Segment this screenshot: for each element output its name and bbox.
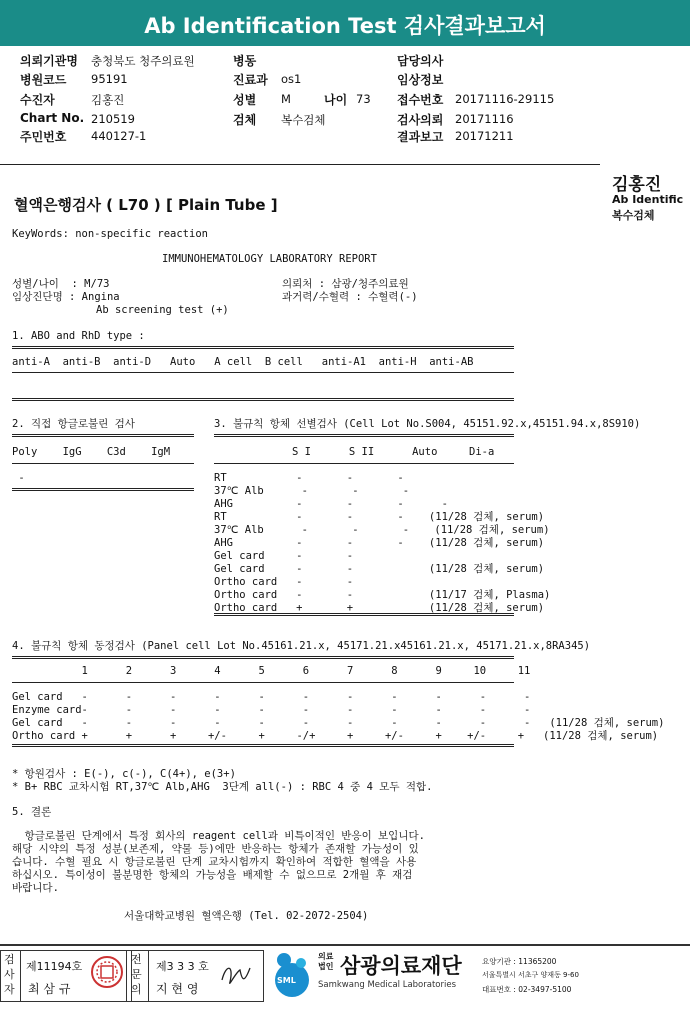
section4-row: Enzyme card- - - - - - - - - - -	[12, 704, 531, 716]
section3-row: Gel card - - (11/28 검체, serum)	[214, 563, 545, 575]
section3-row: 37℃ Alb - - -	[214, 485, 410, 497]
sml-logo-text: SML	[277, 976, 296, 985]
rule	[12, 434, 194, 437]
info-value: 충청북도 청주의료원	[91, 54, 195, 68]
signoff: 서울대학교병원 혈액은행 (Tel. 02-2072-2504)	[124, 910, 369, 922]
org-name: 삼광의료재단	[340, 954, 462, 978]
report-title: Ab Identification Test 검사결과보고서	[144, 14, 546, 38]
rule	[12, 744, 514, 747]
rule	[12, 463, 194, 464]
section4-title: 4. 불규칙 항체 동정검사 (Panel cell Lot No.45161.21.x, 45171.21.x45161.21.x, 45171.21.x,8RA345)	[12, 640, 591, 652]
side-label-name: 김홍진	[612, 175, 662, 195]
section3-title: 3. 불규칙 항체 선별검사 (Cell Lot No.S004, 45151.92.x,45151.94.x,8S910)	[214, 418, 641, 430]
conclusion-line: 바랍니다.	[12, 882, 59, 894]
info-label: 담당의사	[397, 54, 444, 68]
info-label: 병원코드	[20, 73, 67, 87]
box-divider	[20, 950, 21, 1002]
conclusion-line: 하십시오. 특이성이 불분명한 항체의 가능성을 배제할 수 없으므로 2개월 후 재검	[12, 869, 413, 881]
info-label: 검사의뢰	[397, 113, 444, 127]
section3-row: Ortho card - - (11/17 검체, Plasma)	[214, 589, 551, 601]
org-prefix-1: 의료	[318, 952, 334, 961]
info-label: 결과보고	[397, 130, 444, 144]
rule	[12, 682, 514, 683]
referring-hospital: 의뢰처 : 삼광/청주의료원	[282, 278, 409, 290]
info-label: Chart No.	[20, 111, 85, 125]
info-label: 임상정보	[397, 73, 444, 87]
section2-value: -	[12, 472, 25, 484]
info-label: 주민번호	[20, 130, 67, 144]
conclusion-line: 습니다. 수혈 필요 시 항글로불린 단계 교차시험까지 확인하여 적합한 혈액을 사용	[12, 856, 417, 868]
section3-row: Ortho card + + (11/28 검체, serum)	[214, 602, 545, 614]
info-value: 복수검체	[281, 113, 326, 127]
info-label: 검체	[233, 113, 257, 127]
info-label: 접수번호	[397, 93, 444, 107]
info-value: 440127-1	[91, 129, 147, 143]
crossmatch-note: * B+ RBC 교차시험 RT,37℃ Alb,AHG 3단계 all(-) : RBC 4 중 4 모두 적합.	[12, 781, 433, 793]
phone: 대표번호 : 02-3497-5100	[482, 985, 572, 994]
section4-header: 1 2 3 4 5 6 7 8 9 10 11	[12, 665, 531, 677]
conclusion-line: 항글로불린 단계에서 특정 회사의 reagent cell과 비특이적인 반응이 보입니다.	[12, 830, 425, 842]
address: 서울특별시 서초구 양재동 9-60	[482, 971, 579, 979]
section3-row: 37℃ Alb - - - (11/28 검체, serum)	[214, 524, 550, 536]
rule	[214, 463, 514, 464]
info-value: 20171211	[455, 129, 514, 143]
section3-header: S I S II Auto Di-a	[292, 446, 495, 458]
info-label: 의뢰기관명	[20, 54, 78, 68]
screening-result: Ab screening test (+)	[96, 304, 229, 316]
info-label: 수진자	[20, 93, 55, 107]
section1-header: anti-A anti-B anti-D Auto A cell B cell anti-A1 anti-H anti-AB	[12, 356, 474, 368]
section3-row: AHG - - - -	[214, 498, 448, 510]
rule	[12, 488, 194, 491]
section2-title: 2. 직접 항글로불린 검사	[12, 418, 135, 430]
doctor-license-no: 제3 3 3 호	[156, 960, 209, 973]
section4-row: Gel card - - - - - - - - - - -	[12, 691, 531, 703]
info-value: 김홍진	[91, 93, 125, 107]
rule	[12, 346, 514, 349]
side-label-specimen: 복수검체	[612, 209, 655, 222]
doctor-signature	[216, 958, 256, 992]
age-value: 73	[356, 92, 371, 106]
tech-name: 최 삼 규	[28, 982, 71, 996]
doctor-name: 지 현 영	[156, 982, 199, 996]
conclusion-line: 해당 시약의 특정 성분(보존제, 약물 등)에만 반응하는 항체가 존재할 가능성이 있	[12, 843, 419, 855]
section3-row: Ortho card - -	[214, 576, 354, 588]
divider	[0, 164, 600, 165]
box-divider	[148, 950, 149, 1002]
doctor-label: 전문의	[131, 953, 142, 996]
transfusion-history: 과거력/수혈력 : 수혈력(-)	[282, 291, 418, 303]
keywords: KeyWords: non-specific reaction	[12, 228, 208, 240]
section3-row: RT - - -	[214, 472, 404, 484]
footer-divider	[0, 944, 690, 946]
info-value: 210519	[91, 112, 135, 126]
antigen-note: * 항원검사 : E(-), c(-), C(4+), e(3+)	[12, 768, 236, 780]
tech-stamp-seal	[90, 955, 124, 989]
rule	[12, 398, 514, 401]
rule	[214, 613, 514, 616]
section2-header: Poly IgG C3d IgM	[12, 446, 171, 458]
info-value: 20171116	[455, 112, 514, 126]
age-label: 나이	[324, 93, 348, 107]
info-value: 20171116-29115	[455, 92, 555, 106]
side-label-test: Ab Identific	[612, 193, 684, 206]
institution-code: 요양기관 : 11365200	[482, 957, 557, 966]
section5-title: 5. 결론	[12, 806, 52, 818]
tech-license-no: 제11194호	[26, 960, 83, 973]
org-prefix-2: 법인	[318, 962, 334, 971]
patient-sex-age: 성별/나이 : M/73	[12, 278, 110, 290]
info-label: 성별	[233, 93, 257, 107]
info-value: os1	[281, 72, 302, 86]
rule	[214, 434, 514, 437]
section-title: 혈액은행검사 ( L70 ) [ Plain Tube ]	[14, 196, 278, 214]
section3-row: Gel card - -	[214, 550, 354, 562]
sml-logo-icon	[268, 950, 318, 1000]
tech-label: 검사자	[4, 953, 15, 996]
section1-title: 1. ABO and RhD type :	[12, 330, 145, 342]
clinical-diagnosis: 임상진단명 : Angina	[12, 291, 120, 303]
lab-title: IMMUNOHEMATOLOGY LABORATORY REPORT	[162, 253, 377, 265]
section3-row: RT - - - (11/28 검체, serum)	[214, 511, 545, 523]
section4-row: Ortho card + + + +/- + -/+ + +/- + +/- + (11/28 검체, serum)	[12, 730, 659, 742]
info-label: 진료과	[233, 73, 268, 87]
info-label: 병동	[233, 54, 257, 68]
section3-row: AHG - - - (11/28 검체, serum)	[214, 537, 545, 549]
section4-row: Gel card - - - - - - - - - - - (11/28 검체, serum)	[12, 717, 665, 729]
rule	[12, 372, 514, 373]
org-english-name: Samkwang Medical Laboratories	[318, 980, 457, 990]
info-value: M	[281, 92, 291, 106]
info-value: 95191	[91, 72, 128, 86]
rule	[12, 656, 514, 659]
